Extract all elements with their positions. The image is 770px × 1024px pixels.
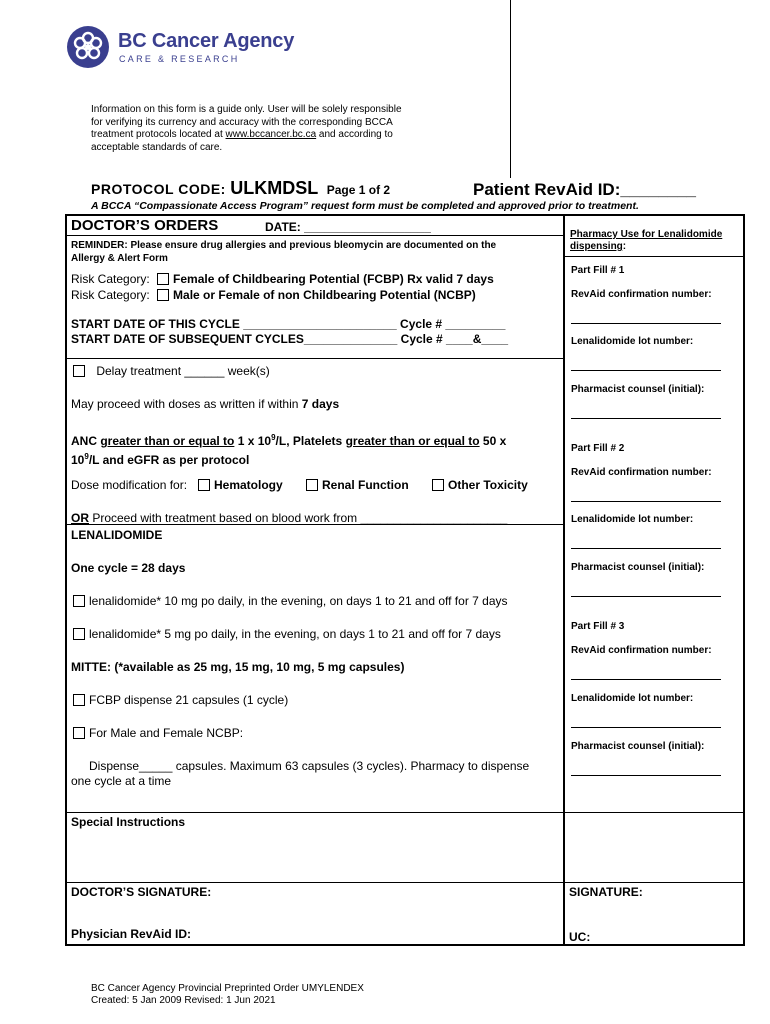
logo <box>67 26 109 68</box>
proceed-condition <box>71 397 339 411</box>
or-label: OR <box>71 511 89 525</box>
criteria-sup: 9 <box>84 452 89 461</box>
drug-title: LENALIDOMIDE <box>71 528 163 542</box>
disclaimer-line <box>91 129 402 142</box>
ncbp-label: Male or Female of non Childbearing Potential (NCBP) <box>173 288 476 302</box>
part-fill-3-revaid-label: RevAid confirmation number: <box>571 645 712 656</box>
dose-5mg-checkbox[interactable] <box>73 628 85 640</box>
footer <box>91 983 364 1007</box>
renal-label: Renal Function <box>322 478 409 492</box>
or-text: Proceed with treatment based on blood work from ______________________ <box>89 511 508 525</box>
criteria-text: /L, Platelets <box>275 434 346 448</box>
start-date-cycle[interactable]: START DATE OF THIS CYCLE _______________________ Cycle # _________ <box>71 317 506 331</box>
part-fill-1-revaid-field[interactable] <box>571 323 721 324</box>
brand-name: BC Cancer Agency <box>118 30 295 52</box>
frame-bottom <box>65 944 745 946</box>
special-instructions-label: Special Instructions <box>71 815 186 829</box>
signature-top <box>65 882 745 883</box>
part-fill-1-counsel-field[interactable] <box>571 418 721 419</box>
risk-category-ncbp <box>71 288 476 302</box>
part-fill-3-counsel-label: Pharmacist counsel (initial): <box>571 741 705 752</box>
part-fill-2-lot-label: Lenalidomide lot number: <box>571 514 694 525</box>
page-number: Page 1 of 2 <box>326 183 391 197</box>
fcbp-dispense-checkbox[interactable] <box>73 694 85 706</box>
pharmacy-title-line <box>570 241 722 253</box>
ncbp-dispense-text: For Male and Female NCBP: <box>89 726 244 740</box>
frame-divider <box>563 214 565 946</box>
reminder <box>71 239 496 265</box>
part-fill-2-revaid-label: RevAid confirmation number: <box>571 467 712 478</box>
dosemod-renal <box>306 478 409 492</box>
reminder-line: REMINDER: Please ensure drug allergies and previous bleomycin are documented on the <box>71 240 497 251</box>
disclaimer <box>91 104 402 154</box>
frame-right <box>743 214 745 946</box>
protocol-header <box>91 178 390 199</box>
pharmacy-title-colon: : <box>622 241 627 252</box>
disclaimer-line: Information on this form is a guide only. User will be solely responsible <box>91 104 402 115</box>
renal-checkbox[interactable] <box>306 479 318 491</box>
proceed-days: 7 days <box>301 397 340 411</box>
doctors-orders-title: DOCTOR’S ORDERS <box>71 217 219 234</box>
disclaimer-line: acceptable standards of care. <box>91 141 223 153</box>
part-fill-3-label: Part Fill # 3 <box>571 621 625 632</box>
dosemod-other <box>432 478 528 492</box>
hematology-label: Hematology <box>214 478 283 492</box>
uc-label: UC: <box>569 930 591 944</box>
ncbp-checkbox[interactable] <box>157 289 169 301</box>
part-fill-2-revaid-field[interactable] <box>571 501 721 502</box>
criteria-text: 50 x <box>479 434 507 448</box>
ncbp-dispense <box>73 726 243 740</box>
dose-10mg-text: lenalidomide* 10 mg po daily, in the evening, on days 1 to 21 and off for 7 days <box>89 594 508 608</box>
ncbp-dispense-checkbox[interactable] <box>73 727 85 739</box>
delay-top-line <box>65 358 564 359</box>
risk-label: Risk Category: <box>71 288 150 302</box>
delay-text: Delay treatment ______ week(s) <box>96 364 270 378</box>
reminder-line: Allergy & Alert Form <box>71 253 168 264</box>
fcbp-checkbox[interactable] <box>157 273 169 285</box>
dose-modification <box>71 478 187 492</box>
compassionate-access-notice: A BCCA “Compassionate Access Program” request form must be completed and approved prior to treatment. <box>91 200 639 212</box>
footer-line: Created: 5 Jan 2009 Revised: 1 Jun 2021 <box>91 995 276 1006</box>
doctors-signature-label: DOCTOR’S SIGNATURE: <box>71 885 212 899</box>
cycle-definition: One cycle = 28 days <box>71 561 186 575</box>
other-toxicity-label: Other Toxicity <box>448 478 528 492</box>
dispense-line[interactable]: Dispense_____ capsules. Maximum 63 capsules (3 cycles). Pharmacy to dispense <box>89 759 530 773</box>
dose-10mg-checkbox[interactable] <box>73 595 85 607</box>
patient-revaid-id: Patient RevAid ID:________ <box>473 180 696 199</box>
blood-work-criteria <box>71 430 506 468</box>
criteria-line <box>71 449 506 468</box>
part-fill-1-counsel-label: Pharmacist counsel (initial): <box>571 384 705 395</box>
bc-cancer-logo-icon <box>67 26 109 68</box>
part-fill-2-counsel-label: Pharmacist counsel (initial): <box>571 562 705 573</box>
brand-tagline: CARE & RESEARCH <box>119 54 240 64</box>
fcbp-dispense <box>73 693 288 707</box>
disclaimer-text: and according to <box>316 129 393 140</box>
special-instructions-area[interactable] <box>67 830 563 880</box>
delay-checkbox[interactable] <box>73 365 85 377</box>
protocol-code: ULKMDSL <box>230 178 319 198</box>
criteria-text: ANC <box>71 434 101 448</box>
dosemod-label: Dose modification for: <box>71 478 188 492</box>
start-date-subsequent[interactable]: START DATE OF SUBSEQUENT CYCLES______________ Cycle # ____&____ <box>71 332 509 346</box>
risk-label: Risk Category: <box>71 272 150 286</box>
dose-option-10mg <box>73 594 508 608</box>
part-fill-1-revaid-label: RevAid confirmation number: <box>571 289 712 300</box>
dosemod-hematology <box>198 478 283 492</box>
bccancer-link[interactable]: www.bccancer.bc.ca <box>225 129 317 140</box>
delay-treatment <box>73 364 270 378</box>
criteria-text: 1 x 10 <box>234 434 272 448</box>
part-fill-1-lot-field[interactable] <box>571 370 721 371</box>
pharmacy-title-line: Pharmacy Use for Lenalidomide <box>570 229 723 240</box>
part-fill-2-lot-field[interactable] <box>571 548 721 549</box>
criteria-text: greater than or equal to <box>345 434 480 448</box>
part-fill-3-counsel-field[interactable] <box>571 775 721 776</box>
protocol-label: PROTOCOL CODE: <box>91 181 226 197</box>
risk-category-fcbp <box>71 272 494 286</box>
dispense-instructions <box>71 759 529 789</box>
part-fill-1-lot-label: Lenalidomide lot number: <box>571 336 694 347</box>
pharmacy-title-rule <box>564 256 745 257</box>
criteria-line <box>71 430 506 449</box>
dispense-line: one cycle at a time <box>71 774 172 788</box>
pharmacy-title-text: dispensing <box>570 241 623 252</box>
fold-mark <box>510 0 511 178</box>
orders-header-bottom <box>65 235 564 236</box>
order-date-field[interactable]: DATE: ___________________ <box>265 220 431 234</box>
fcbp-label: Female of Childbearing Potential (FCBP) Rx valid 7 days <box>173 272 494 286</box>
mitte: MITTE: (*available as 25 mg, 15 mg, 10 mg, 5 mg capsules) <box>71 660 405 674</box>
criteria-sup: 9 <box>271 433 276 442</box>
hematology-checkbox[interactable] <box>198 479 210 491</box>
dose-5mg-text: lenalidomide* 5 mg po daily, in the evening, on days 1 to 21 and off for 7 days <box>89 627 501 641</box>
part-fill-2-counsel-field[interactable] <box>571 596 721 597</box>
part-fill-3-lot-field[interactable] <box>571 727 721 728</box>
other-toxicity-checkbox[interactable] <box>432 479 444 491</box>
dose-option-5mg <box>73 627 501 641</box>
disclaimer-line: for verifying its currency and accuracy with the corresponding BCCA <box>91 116 393 128</box>
part-fill-3-revaid-field[interactable] <box>571 679 721 680</box>
physician-revaid-label: Physician RevAid ID: <box>71 927 192 941</box>
pharmacy-title <box>570 229 722 253</box>
criteria-text: greater than or equal to <box>100 434 235 448</box>
proceed-text: May proceed with doses as written if within <box>71 397 302 411</box>
pharmacy-signature-label: SIGNATURE: <box>569 885 643 899</box>
part-fill-1-label: Part Fill # 1 <box>571 265 625 276</box>
frame-top <box>65 214 745 216</box>
special-top <box>65 812 745 813</box>
fcbp-dispense-text: FCBP dispense 21 capsules (1 cycle) <box>89 693 289 707</box>
or-proceed[interactable] <box>71 511 507 525</box>
criteria-text: 10 <box>71 453 85 467</box>
part-fill-3-lot-label: Lenalidomide lot number: <box>571 693 694 704</box>
part-fill-2-label: Part Fill # 2 <box>571 443 625 454</box>
criteria-text: /L and eGFR as per protocol <box>88 453 250 467</box>
footer-line: BC Cancer Agency Provincial Preprinted Order UMYLENDEX <box>91 983 364 994</box>
disclaimer-text: treatment protocols located at <box>91 129 226 140</box>
